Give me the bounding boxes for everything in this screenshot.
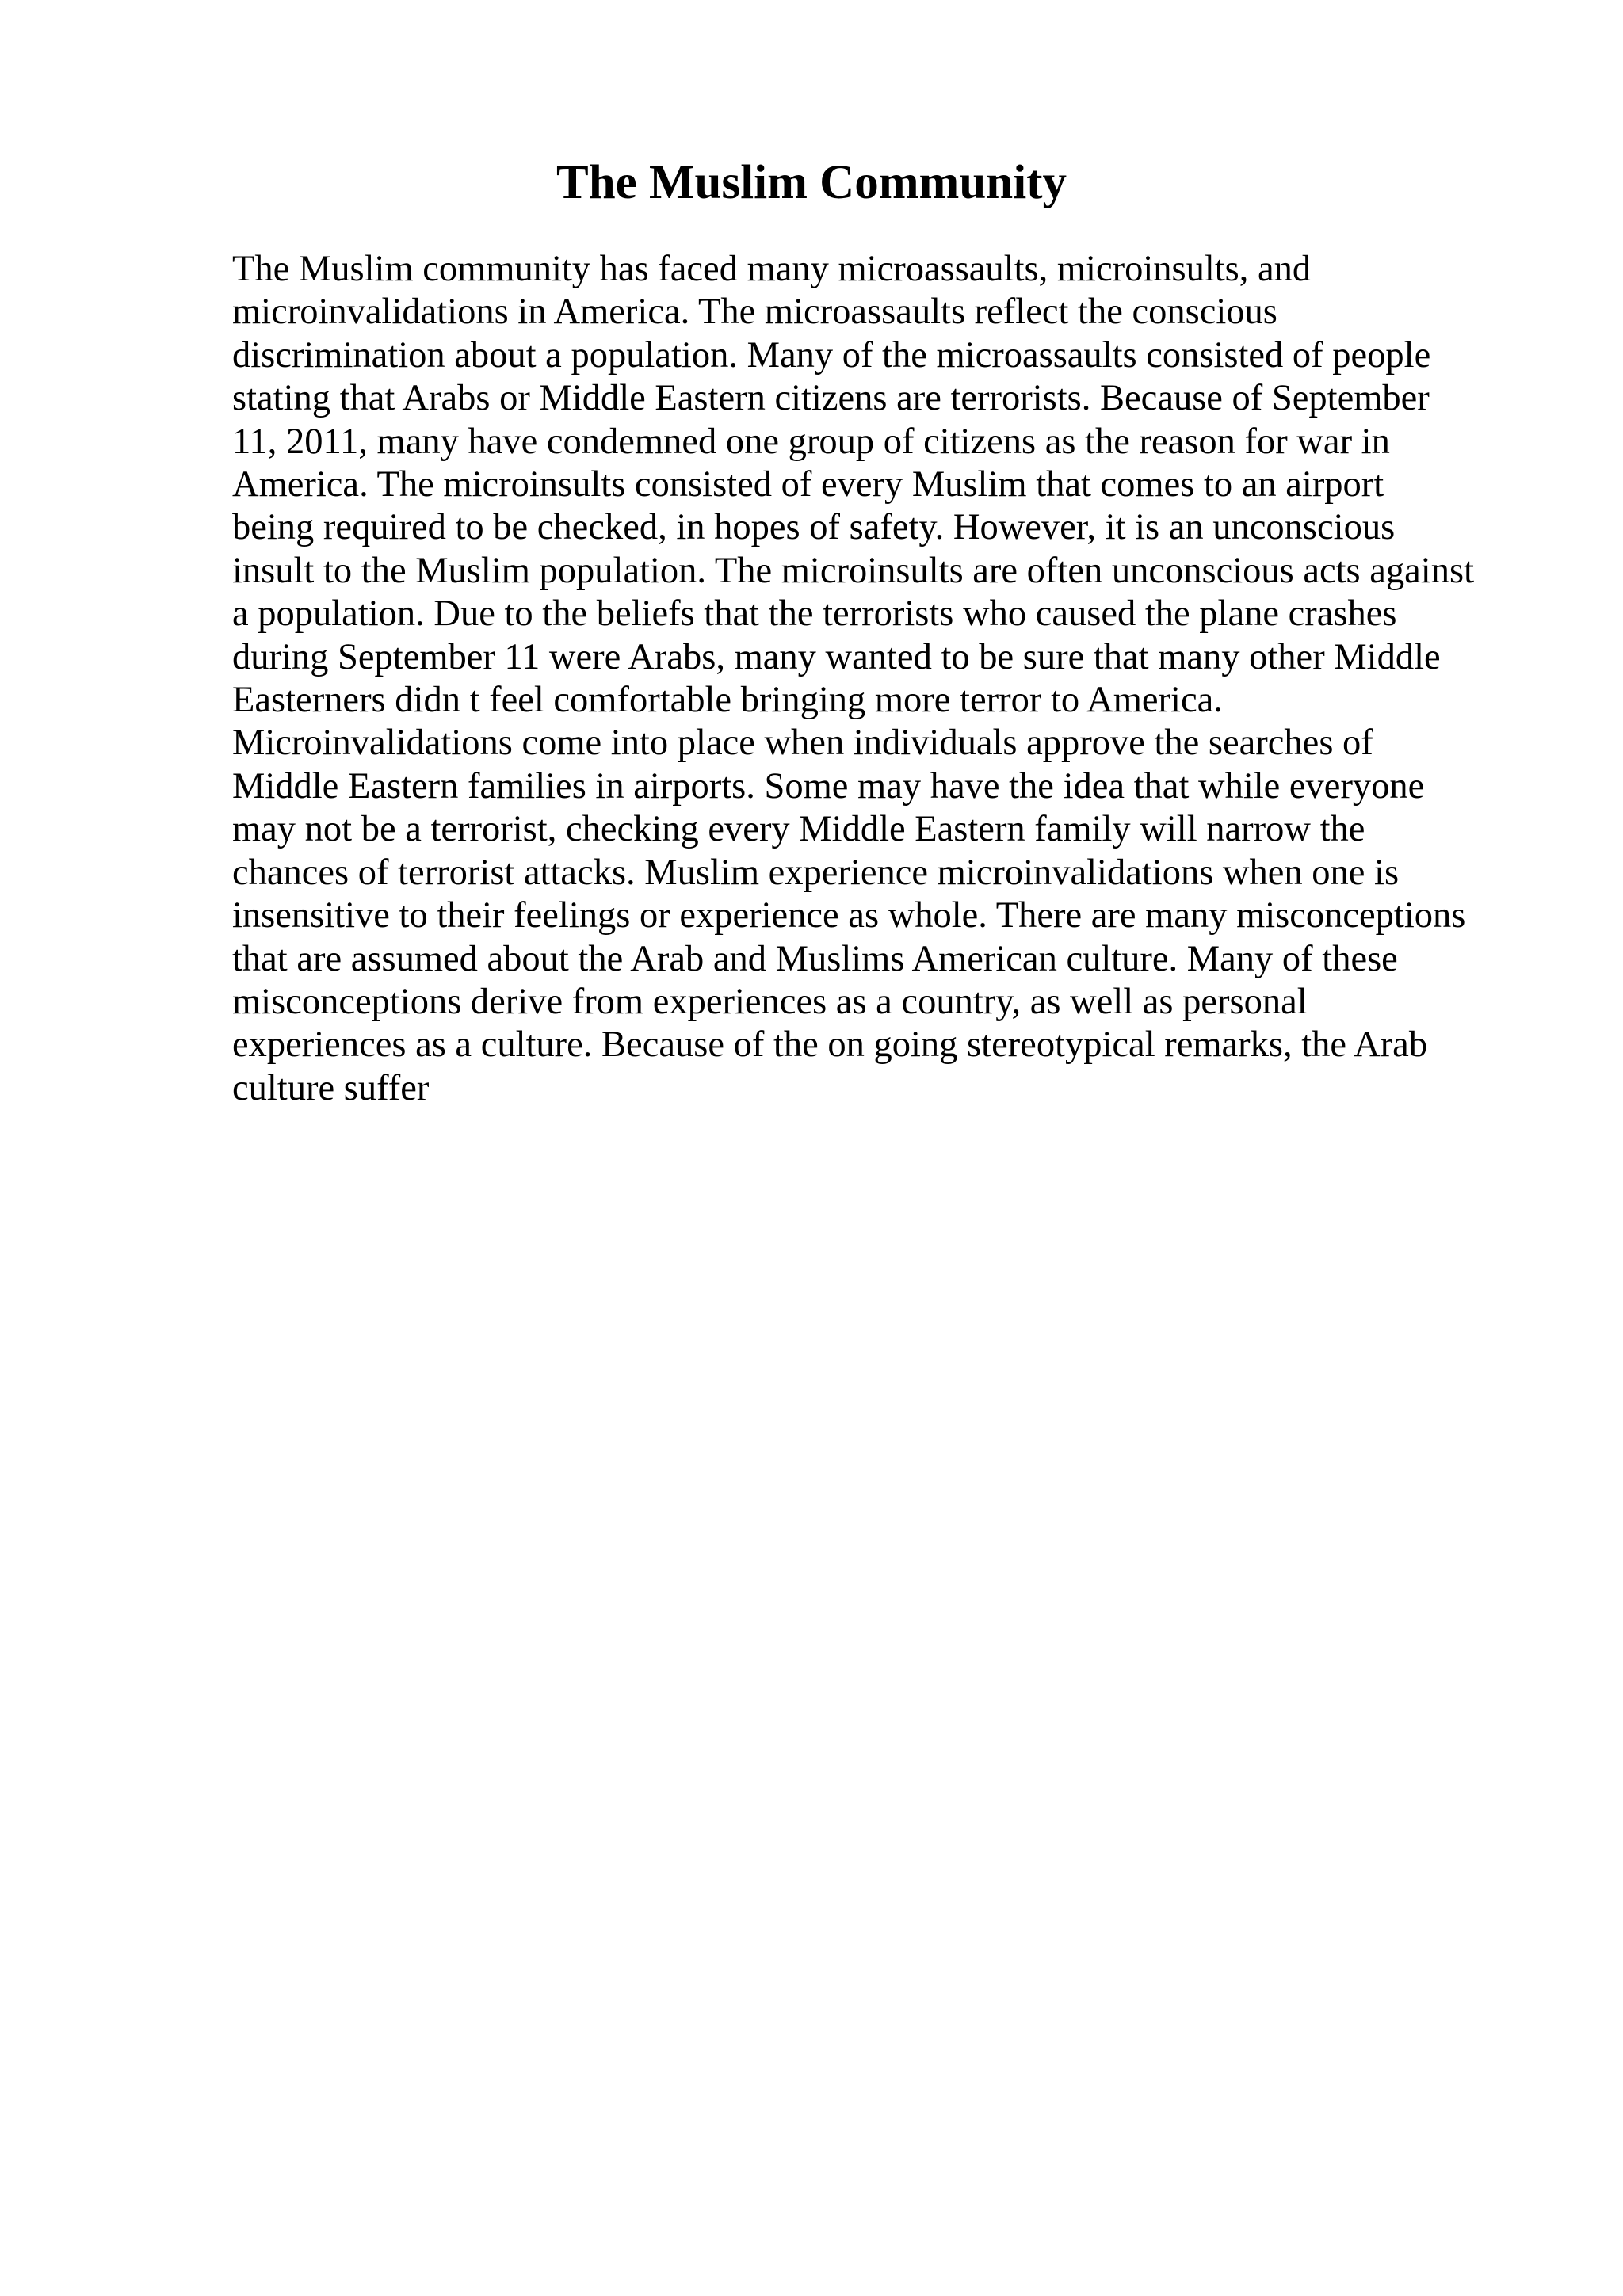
document-title: The Muslim Community (556, 156, 1067, 209)
body-line: chances of terrorist attacks. Muslim experience microinvalidations when one is (232, 852, 1400, 893)
body-line: insensitive to their feelings or experience as whole. There are many misconceptions (232, 895, 1466, 936)
document-body (232, 248, 1516, 1110)
body-line: Microinvalidations come into place when individuals approve the searches of (232, 723, 1373, 764)
body-line: America. The microinsults consisted of every Muslim that comes to an airport (232, 464, 1384, 505)
body-line: discrimination about a population. Many of the microassaults consisted of people (232, 334, 1431, 376)
body-line: experiences as a culture. Because of the on going stereotypical remarks, the Arab (232, 1024, 1428, 1066)
body-line: during September 11 were Arabs, many wanted to be sure that many other Middle (232, 636, 1441, 677)
body-line: a population. Due to the beliefs that the terrorists who caused the plane crashes (232, 593, 1397, 635)
body-line: that are assumed about the Arab and Muslims American culture. Many of these (232, 938, 1398, 979)
body-line: stating that Arabs or Middle Eastern citizens are terrorists. Because of September (232, 378, 1430, 419)
body-line: microinvalidations in America. The microassaults reflect the conscious (232, 292, 1277, 333)
body-line: 11, 2011, many have condemned one group of citizens as the reason for war in (232, 421, 1390, 462)
body-line: being required to be checked, in hopes of safety. However, it is an unconscious (232, 507, 1396, 548)
body-line: The Muslim community has faced many microassaults, microinsults, and (232, 249, 1312, 289)
body-line: Middle Eastern families in airports. Some may have the idea that while everyone (232, 765, 1425, 807)
body-line: may not be a terrorist, checking every Middle Eastern family will narrow the (232, 809, 1365, 850)
body-line: Easterners didn t feel comfortable bringing more terror to America. (232, 680, 1223, 721)
body-line: culture suffer (232, 1067, 430, 1108)
body-line: misconceptions derive from experiences as a country, as well as personal (232, 981, 1308, 1022)
body-line: insult to the Muslim population. The microinsults are often unconscious acts against (232, 550, 1474, 591)
